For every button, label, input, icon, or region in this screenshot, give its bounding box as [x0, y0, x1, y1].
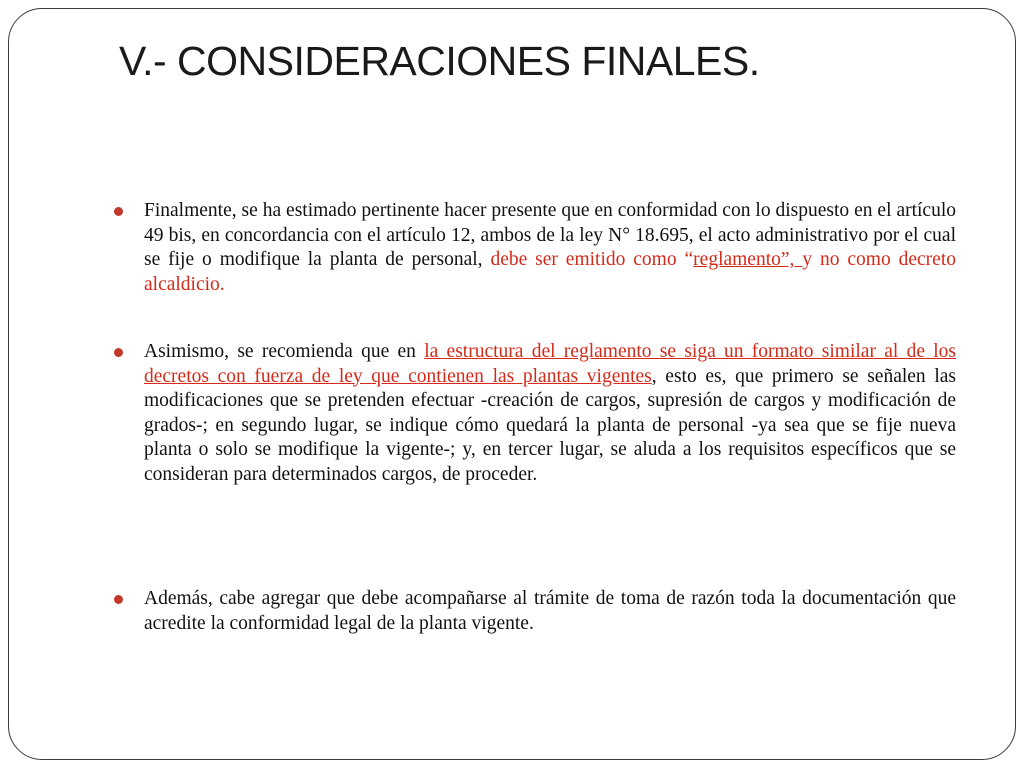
bullet-dot-icon	[114, 207, 123, 216]
bullet-text: Finalmente, se ha estimado pertinente hacer presente que en conformidad con lo dispuesto en el artículo 49 bis, en concordancia con el artículo 12, ambos de la ley N° 18.695, el acto administrativo por el cual se fije o modifique la planta de personal,	[144, 200, 956, 270]
bullet-list-3	[110, 587, 956, 636]
bullet-dot-icon	[114, 595, 123, 604]
bullet-text: Además, cabe agregar que debe acompañarse al trámite de toma de razón toda la documentación que acredite la conformidad legal de la planta vigente.	[144, 588, 956, 634]
highlight-underlined-text: la estructura del reglamento se siga un formato similar al de los decretos con fuerza de ley que contienen las plantas vigentes	[144, 341, 957, 387]
bullet-list-2	[110, 340, 956, 487]
bullet-item-ademas	[110, 587, 956, 636]
bullet-text: , esto es, que primero se señalen las modificaciones que se pretenden efectuar -creación de cargos, supresión de cargos y modificación de grados-; en segundo lugar, se indique cómo quedará la planta de personal -ya sea que se fije nueva planta o solo se modifique la vigente-; y, en tercer lugar, se aluda a los requisitos específicos que se consideran para determinados cargos, de proceder.	[144, 365, 956, 485]
bullet-text: Asimismo, se recomienda que en	[144, 341, 425, 362]
highlight-underlined-text: reglamento”,	[693, 249, 803, 270]
highlight-text: y no como decreto alcaldicio.	[144, 249, 956, 295]
bullet-item-asimismo	[110, 340, 956, 487]
slide-title: V.- CONSIDERACIONES FINALES.	[119, 38, 760, 84]
highlight-text: debe ser emitido como “	[490, 249, 694, 270]
bullet-item-finalmente	[110, 199, 956, 297]
bullet-list-1	[110, 199, 956, 297]
bullet-dot-icon	[114, 348, 123, 357]
